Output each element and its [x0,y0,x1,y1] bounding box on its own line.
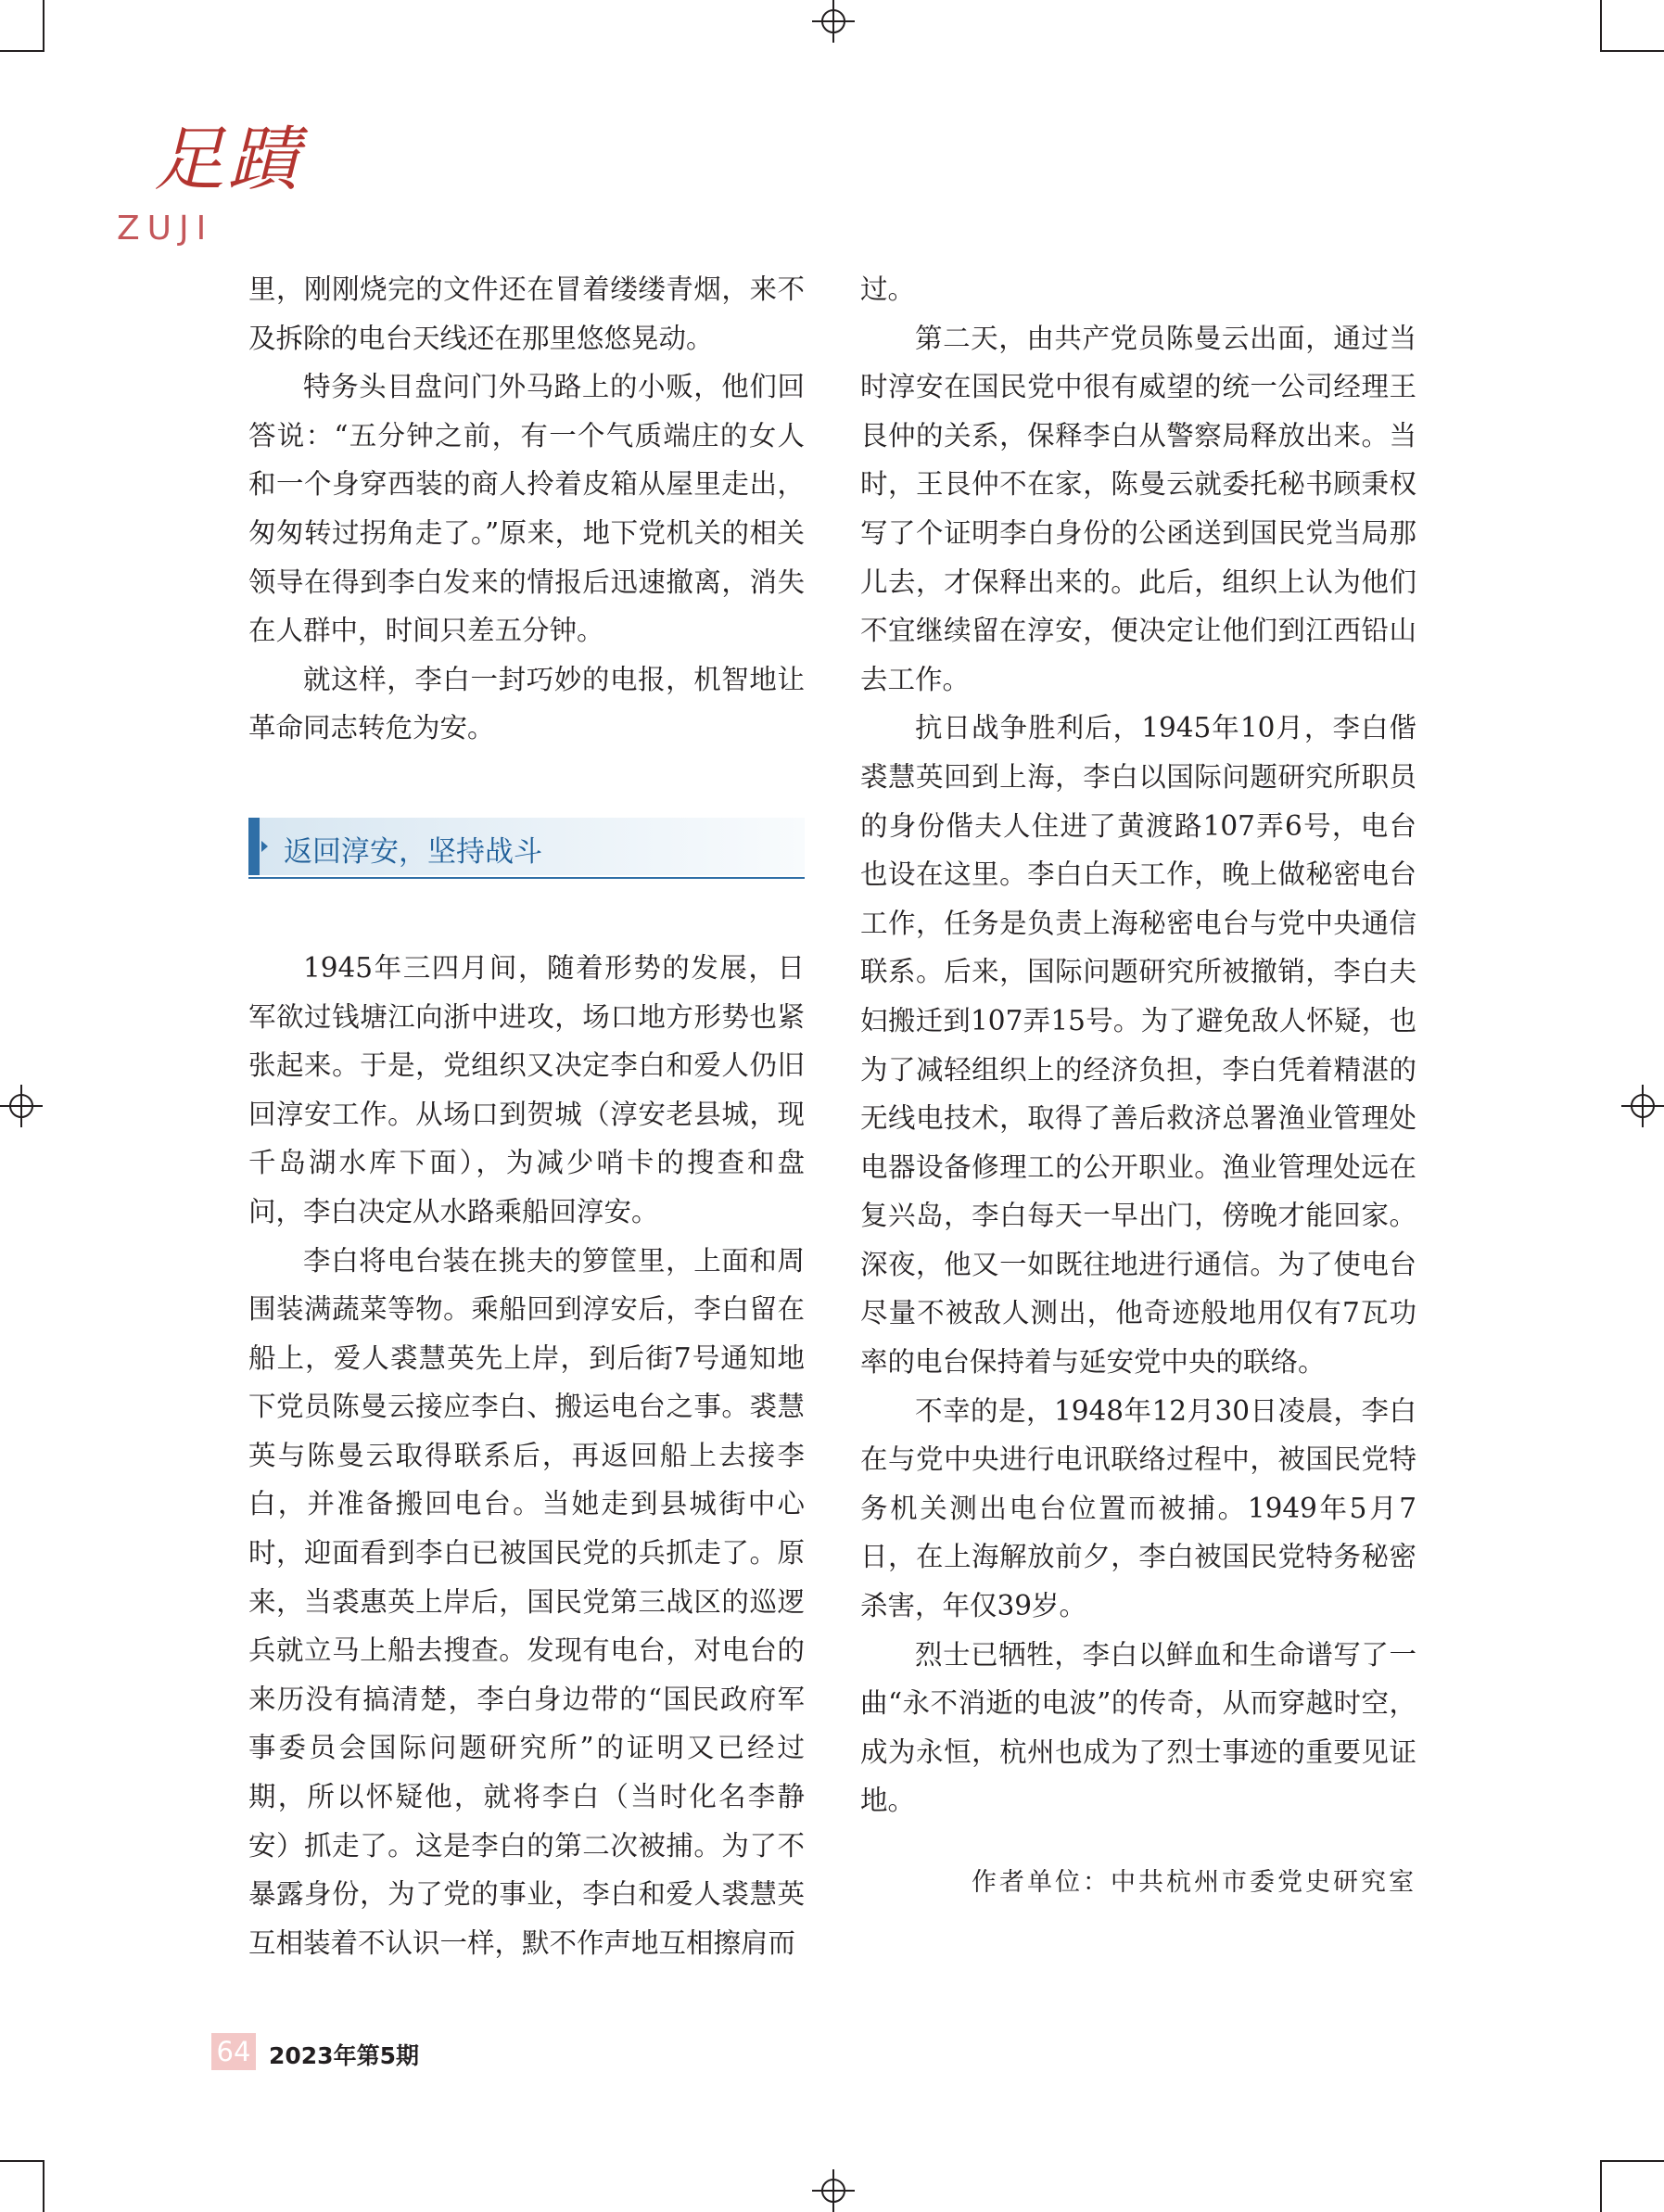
issue-label: 2023年第5期 [269,2042,419,2069]
registration-mark-left [0,1085,43,1127]
crop-mark [43,0,44,52]
registration-mark-bottom [812,2169,855,2212]
chevron-right-icon [261,841,268,852]
paragraph: 烈士已牺牲，李白以鲜血和生命谱写了一曲“永不消逝的电波”的传奇，从而穿越时空，成为永恒，杭州也成为了烈士事迹的重要见证地。 [860,1638,1416,1817]
paragraph: 特务头目盘问门外马路上的小贩，他们回答说：“五分钟之前，有一个气质端庄的女人和一个身穿西装的商人拎着皮箱从屋里走出，匆匆转过拐角走了。”原来，地下党机关的相关领导在得到李白发来的情报后迅速撤离，消失在人群中，时间只差五分钟。 [248,371,805,647]
column-logo [109,118,302,258]
paragraph: 就这样，李白一封巧妙的电报，机智地让革命同志转危为安。 [248,663,805,744]
registration-mark-top [812,0,855,43]
paragraph: 里，刚刚烧完的文件还在冒着缕缕青烟，来不及拆除的电台天线还在那里悠悠晃动。 [248,273,805,354]
left-column [248,265,805,1967]
right-column [860,265,1416,1901]
crop-mark [1600,2160,1602,2212]
logo-chinese: 足蹟 [154,118,302,200]
paragraph: 不幸的是，1948年12月30日凌晨，李白在与党中央进行电讯联络过程中，被国民党特务机关测出电台位置而被捕。1949年5月7日，在上海解放前夕，李白被国民党特务秘密杀害，年仅39岁。 [860,1394,1416,1622]
section-underline [248,877,805,879]
crop-mark [1602,2160,1664,2162]
crop-mark [0,50,43,52]
paragraph: 过。 [860,273,916,305]
section-title: 返回淳安，坚持战斗 [284,834,542,869]
author-affiliation: 作者单位：中共杭州市委党史研究室 [972,1868,1416,1897]
registration-mark-right [1621,1085,1664,1127]
page-number: 64 [211,2033,256,2070]
crop-mark [43,2160,44,2212]
crop-mark [1602,50,1664,52]
crop-mark [0,2160,43,2162]
section-heading [248,818,805,875]
logo-pinyin: ZUJI [117,210,214,248]
section-accent-bar [248,818,260,875]
paragraph: 李白将电台装在挑夫的箩筐里，上面和周围装满蔬菜等物。乘船回到淳安后，李白留在船上，爱人裘慧英先上岸，到后街7号通知地下党员陈曼云接应李白、搬运电台之事。裘慧英与陈曼云取得联系后，再返回船上去接李白，并准备搬回电台。当她走到县城街中心时，迎面看到李白已被国民党的兵抓走了。原来，当裘惠英上岸后，国民党第三战区的巡逻兵就立马上船去搜查。发现有电台，对电台的来历没有搞清楚，李白身边带的“国民政府军事委员会国际问题研究所”的证明又已经过期，所以怀疑他，就将李白（当时化名李静安）抓走了。这是李白的第二次被捕。为了不暴露身份，为了党的事业，李白和爱人裘慧英互相装着不认识一样，默不作声地互相擦肩而 [248,1244,805,1959]
paragraph: 抗日战争胜利后，1945年10月，李白偕裘慧英回到上海，李白以国际问题研究所职员的身份偕夫人住进了黄渡路107弄6号，电台也设在这里。李白白天工作，晚上做秘密电台工作，任务是负责上海秘密电台与党中央通信联系。后来，国际问题研究所被撤销，李白夫妇搬迁到107弄15号。为了避免敌人怀疑，也为了减轻组织上的经济负担，李白凭着精湛的无线电技术，取得了善后救济总署渔业管理处电器设备修理工的公开职业。渔业管理处远在复兴岛，李白每天一早出门，傍晚才能回家。深夜，他又一如既往地进行通信。为了使电台尽量不被敌人测出，他奇迹般地用仅有7瓦功率的电台保持着与延安党中央的联络。 [860,712,1416,1379]
crop-mark [1600,0,1602,52]
paragraph: 第二天，由共产党员陈曼云出面，通过当时淳安在国民党中很有威望的统一公司经理王艮仲的关系，保释李白从警察局释放出来。当时，王艮仲不在家，陈曼云就委托秘书顾秉权写了个证明李白身份的公函送到国民党当局那儿去，才保释出来的。此后，组织上认为他们不宜继续留在淳安，便决定让他们到江西铅山去工作。 [860,322,1416,695]
paragraph: 1945年三四月间，随着形势的发展，日军欲过钱塘江向浙中进攻，场口地方形势也紧张起来。于是，党组织又决定李白和爱人仍旧回淳安工作。从场口到贺城（淳安老县城，现千岛湖水库下面），为减少哨卡的搜查和盘问，李白决定从水路乘船回淳安。 [248,951,805,1227]
